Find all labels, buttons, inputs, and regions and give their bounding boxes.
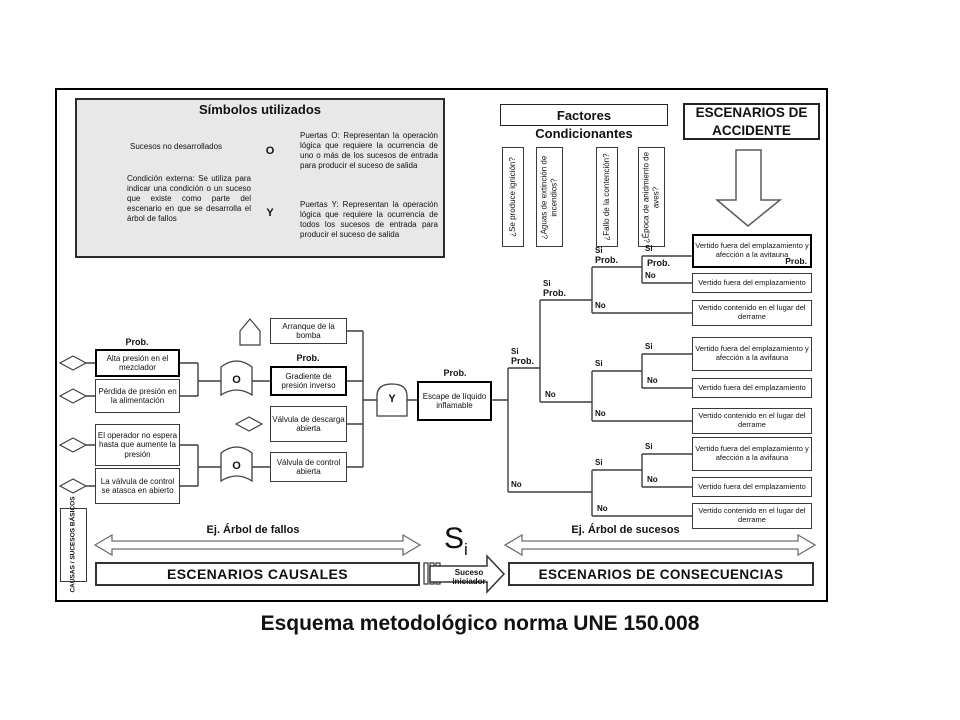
branch-yes-label: Si — [543, 279, 551, 288]
separator-bar — [424, 563, 428, 584]
legend-item-label: Sucesos no desarrollados — [130, 142, 223, 151]
branch-yes-label: Si — [645, 442, 653, 451]
branch-no-label: No — [545, 390, 556, 399]
outcome-label: Vertido fuera del emplazamiento y afección a la avitauna — [695, 241, 809, 259]
outcome-box: Vertido fuera del emplazamiento — [692, 378, 812, 398]
causal-scenarios-band: ESCENARIOS CAUSALES — [95, 562, 420, 586]
causes-axis-label: CAUSAS / SUCESOS BÁSICOS — [69, 496, 77, 593]
outcome-box: Vertido fuera del emplazamiento — [692, 273, 812, 293]
outcome-box: Vertido contenido en el lugar del derrame — [692, 408, 812, 434]
factor-column-label: ¿Época de anidmiento de aves? — [641, 151, 660, 244]
prob-label: Prob. — [785, 255, 807, 266]
branch-prob-label: Prob. — [595, 255, 619, 265]
or-gate-letter: O — [232, 374, 241, 386]
diamond-icon — [60, 479, 86, 493]
fault-tree-event: Gradiente de presión inverso — [270, 366, 347, 396]
branch-no-label: No — [647, 475, 658, 484]
legend-item-label: Puertas O: Representan la operación lógica que requiere la ocurrencia de uno o más de los sucesos de entrada para producir el suceso de salida — [300, 131, 438, 170]
legend-title: Símbolos utilizados — [198, 102, 322, 117]
house-icon — [240, 319, 260, 345]
fault-tree-event: Arranque de la bomba — [270, 318, 347, 344]
event-tree-example-label: Ej. Árbol de sucesos — [571, 524, 680, 536]
branch-yes-label: Si — [645, 342, 653, 351]
prob-label: Prob. — [296, 353, 320, 363]
branch-no-label: No — [595, 301, 606, 310]
prob-label: Prob. — [443, 368, 467, 378]
initiating-event-symbol — [444, 522, 468, 560]
fault-tree-event: Alta presión en el mezclador — [95, 349, 180, 377]
branch-yes-label: Si — [595, 359, 603, 368]
fault-tree-event: Pérdida de presión en la alimentación — [95, 379, 180, 413]
outcome-box — [692, 234, 812, 268]
event-tree-branches — [508, 256, 692, 516]
legend-item-label: Puertas Y: Representan la operación lógica que requiere la ocurrencia de todos los sucesos de entrada para producir el suceso de salida — [300, 200, 438, 239]
branch-no-label: No — [597, 504, 608, 513]
factors-header-line2: Condicionantes — [535, 126, 633, 141]
double-arrow-event-tree — [505, 535, 815, 555]
factor-column-label: ¿Fallo de la contención? — [602, 153, 612, 241]
accident-scenarios-header: ESCENARIOS DE ACCIDENTE — [683, 103, 820, 140]
fault-tree-event: La válvula de control se atasca en abierto — [95, 468, 180, 504]
diamond-icon — [60, 389, 86, 403]
initiating-event-label: Suceso iniciador — [452, 568, 486, 586]
and-gate-letter: Y — [388, 393, 396, 405]
diamond-icon — [60, 438, 86, 452]
factor-column-label: ¿Se produce ignición? — [508, 157, 518, 237]
legend-item-label: Condición externa: Se utiliza para indicar una condición o un suceso que existe como parte del escenario en que se desarrolla el árbol de fallos — [127, 174, 251, 223]
or-gate-letter: O — [265, 145, 275, 157]
or-gate-letter: O — [232, 460, 241, 472]
outcome-box: Vertido fuera del emplazamiento — [692, 477, 812, 497]
prob-label: Prob. — [125, 337, 149, 347]
branch-yes-label: Si — [595, 458, 603, 467]
initiator-s: S — [444, 522, 465, 555]
double-arrow-fault-tree — [95, 535, 420, 555]
consequence-scenarios-band: ESCENARIOS DE CONSECUENCIAS — [508, 562, 814, 586]
outcome-box: Vertido fuera del emplazamiento y afección a la avifauna — [692, 437, 812, 471]
fault-tree-event: Válvula de descarga abierta — [270, 406, 347, 442]
and-gate-letter: Y — [266, 207, 274, 219]
branch-no-label: No — [595, 409, 606, 418]
branch-prob-label: Prob. — [647, 258, 671, 268]
branch-yes-label: Si — [511, 347, 519, 356]
branch-no-label: No — [645, 271, 656, 280]
down-arrow-icon — [717, 150, 780, 226]
branch-yes-label: Si — [645, 244, 653, 253]
branch-prob-label: Prob. — [511, 356, 535, 366]
fault-tree-event: Válvula de control abierta — [270, 452, 347, 482]
initiator-sub: i — [464, 540, 468, 559]
diamond-icon — [60, 356, 86, 370]
top-event-box: Escape de líquido inflamable — [417, 381, 492, 421]
outcome-box: Vertido fuera del emplazamiento y afección a la avifauna — [692, 337, 812, 371]
fault-tree-example-label: Ej. Árbol de fallos — [206, 524, 300, 536]
factor-column-label: ¿Aguas de extinción de incendios? — [539, 155, 558, 240]
branch-prob-label: Prob. — [543, 288, 567, 298]
diamond-icon — [236, 417, 262, 431]
outcome-box: Vertido contenido en el lugar del derrame — [692, 503, 812, 529]
branch-no-label: No — [647, 376, 658, 385]
outcome-box: Vertido contenido en el lugar del derrame — [692, 300, 812, 326]
page-title: Esquema metodológico norma UNE 150.008 — [260, 612, 700, 635]
branch-yes-label: Si — [595, 246, 603, 255]
fault-tree-event: El operador no espera hasta que aumente la presión — [95, 424, 180, 466]
branch-no-label: No — [511, 480, 522, 489]
factors-header: Factores — [500, 104, 668, 126]
